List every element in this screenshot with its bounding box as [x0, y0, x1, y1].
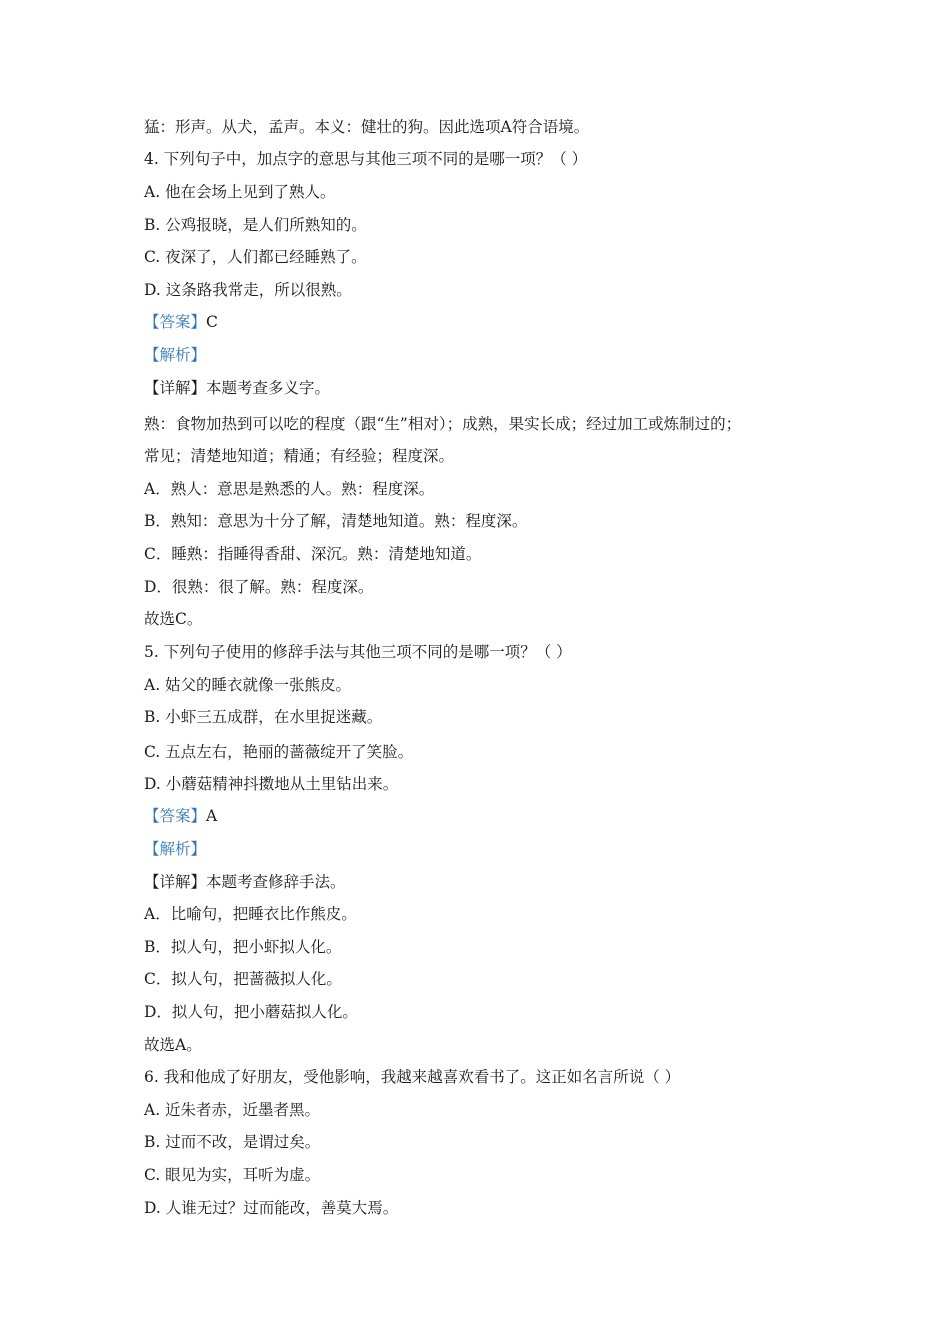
explanation-line: A．熟人：意思是熟悉的人。熟：程度深。 [144, 480, 435, 498]
option-a: A. 姑父的睡衣就像一张熊皮。 [144, 676, 352, 694]
conclusion-line: 故选A。 [144, 1036, 202, 1054]
explanation-line: D．拟人句，把小蘑菇拟人化。 [144, 1003, 358, 1021]
detail-line: 【详解】本题考查修辞手法。 [144, 873, 346, 891]
explanation-line: D．很熟：很了解。熟：程度深。 [144, 578, 374, 596]
analysis-tag: 【解析】 [144, 840, 207, 858]
question-4: 4. 下列句子中，加点字的意思与其他三项不同的是哪一项？（ ） [144, 150, 588, 168]
answer-tag: 【答案】 [144, 807, 207, 825]
answer-line: 【答案】C [144, 313, 218, 331]
analysis-line [144, 839, 206, 859]
option-c: C. 夜深了，人们都已经睡熟了。 [144, 248, 367, 266]
explanation-line: 常见；清楚地知道；精通；有经验；程度深。 [144, 447, 455, 465]
explanation-line: 猛：形声。从犬，孟声。本义：健壮的狗。因此选项A符合语境。 [144, 118, 590, 136]
detail-line: 【详解】本题考查多义字。 [144, 379, 331, 397]
question-5: 5. 下列句子使用的修辞手法与其他三项不同的是哪一项？（ ） [144, 643, 572, 661]
explanation-line: 熟：食物加热到可以吃的程度（跟“生”相对）；成熟，果实长成；经过加工或炼制过的； [144, 415, 742, 433]
conclusion-line: 故选C。 [144, 610, 203, 628]
analysis-tag: 【解析】 [144, 346, 207, 364]
explanation-line: C．拟人句，把蔷薇拟人化。 [144, 970, 342, 988]
option-a: A. 他在会场上见到了熟人。 [144, 183, 336, 201]
explanation-line: B．熟知：意思为十分了解，清楚地知道。熟：程度深。 [144, 512, 528, 530]
answer-line: 【答案】A [144, 807, 218, 825]
answer-tag: 【答案】 [144, 313, 207, 331]
option-b: B. 小虾三五成群，在水里捉迷藏。 [144, 708, 383, 726]
option-d: D. 人谁无过？过而能改，善莫大焉。 [144, 1199, 399, 1217]
explanation-line: A．比喻句，把睡衣比作熊皮。 [144, 905, 357, 923]
explanation-line: B．拟人句，把小虾拟人化。 [144, 938, 342, 956]
option-d: D. 小蘑菇精神抖擞地从土里钻出来。 [144, 775, 399, 793]
option-b: B. 公鸡报晓，是人们所熟知的。 [144, 216, 367, 234]
option-c: C. 眼见为实，耳听为虚。 [144, 1166, 321, 1184]
option-c: C. 五点左右，艳丽的蔷薇绽开了笑脸。 [144, 743, 414, 761]
question-6: 6. 我和他成了好朋友，受他影响，我越来越喜欢看书了。这正如名言所说（ ） [144, 1068, 681, 1086]
analysis-line [144, 345, 206, 365]
option-b: B. 过而不改，是谓过矣。 [144, 1133, 321, 1151]
option-a: A. 近朱者赤，近墨者黑。 [144, 1101, 321, 1119]
option-d: D. 这条路我常走，所以很熟。 [144, 281, 352, 299]
explanation-line: C．睡熟：指睡得香甜、深沉。熟：清楚地知道。 [144, 545, 482, 563]
